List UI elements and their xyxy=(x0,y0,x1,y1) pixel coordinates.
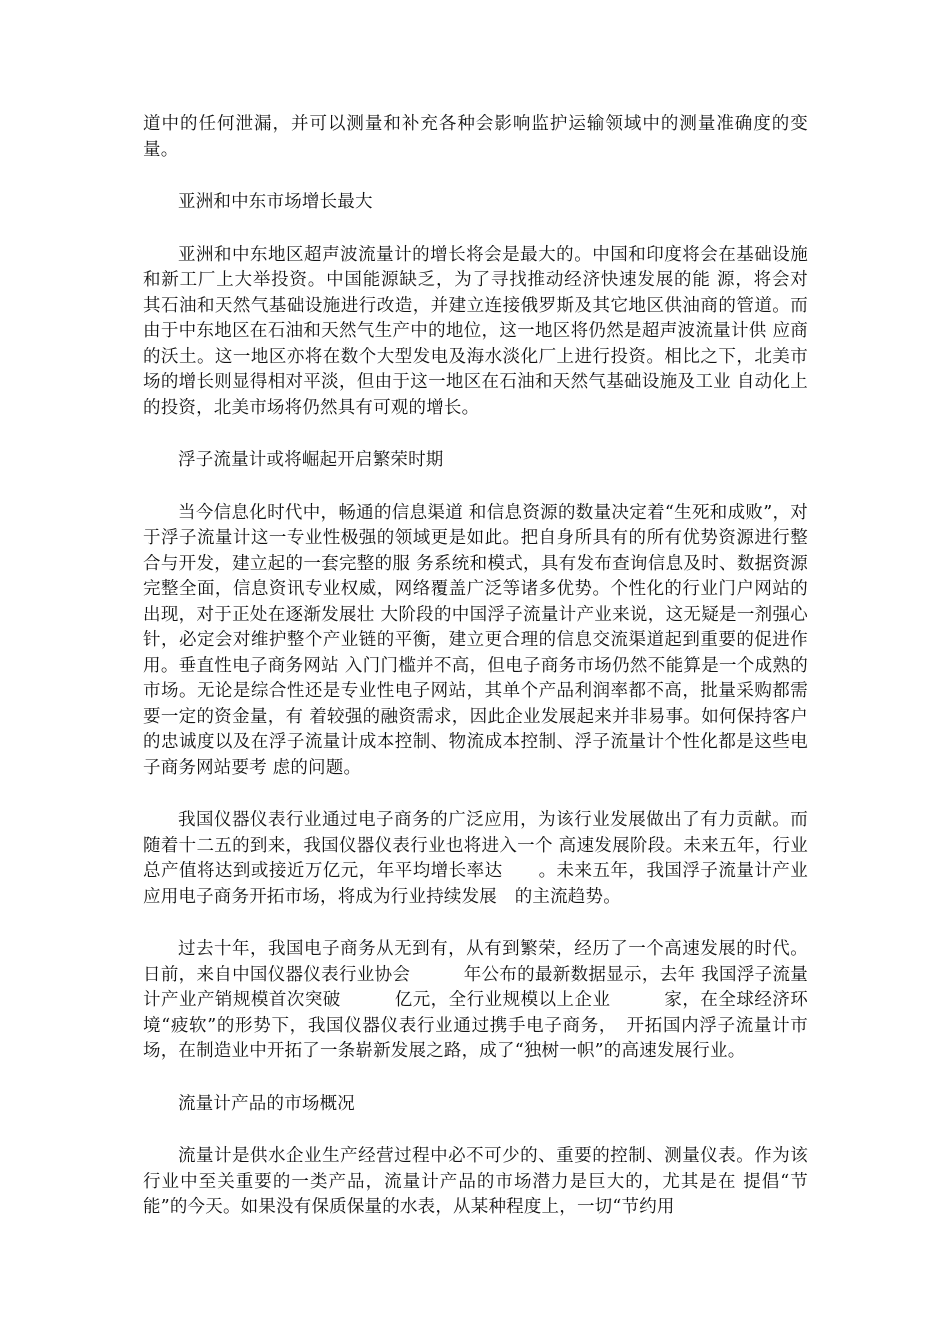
paragraph-information-age: 当今信息化时代中，畅通的信息渠道 和信息资源的数量决定着“生死和成败”，对于浮子流量计这一专业性极强的领域更是如此。把自身所具有的所有优势资源进行整合与开发，建立起的一套完整的服 务系统和模式，具有发布查询信息及时、数据资源完整全面，信息资讯专业权威，网络覆盖广泛等诸多优势。个性化的行业门户网站的出现，对于正处在逐渐发展壮 大阶段的中国浮子流量计产业来说，这无疑是一剂强心针，必定会对维护整个产业链的平衡，建立更合理的信息交流渠道起到重要的促进作用。垂直性电子商务网站 入门门槛并不高，但电子商务市场仍然不能算是一个成熟的市场。无论是综合性还是专业性电子网站，其单个产品利润率都不高，批量采购都需要一定的资金量，有 着较强的融资需求，因此企业发展起来并非易事。如何保持客户的忠诚度以及在浮子流量计成本控制、物流成本控制、浮子流量计个性化都是这些电子商务网站要考 虑的问题。 xyxy=(143,502,808,778)
section-heading-market-overview: 流量计产品的市场概况 xyxy=(178,1093,355,1114)
section-heading-float-flowmeter: 浮子流量计或将崛起开启繁荣时期 xyxy=(178,450,444,470)
paragraph-ultrasonic-growth: 亚洲和中东地区超声波流量计的增长将会是最大的。中国和印度将会在基础设施和新工厂上大举投资。中国能源缺乏，为了寻找推动经济快速发展的能 源，将会对 其石油和天然气基础设施进行改造，并建立连接俄罗斯及其它地区供油商的管道。而由于中东地区在石油和天然气生产中的地位，这一地区将仍然是超声波流量计供 应商的沃土。这一地区亦将在数个大型发电及海水淡化厂上进行投资。相比之下，北美市场的增长则显得相对平淡，但由于这一地区在石油和天然气基础设施及工业 自动化上的投资，北美市场将仍然具有可观的增长。 xyxy=(143,244,808,418)
section-heading-asia-middle-east: 亚洲和中东市场增长最大 xyxy=(178,192,373,212)
document-body xyxy=(143,112,808,1221)
paragraph-continued: 道中的任何泄漏，并可以测量和补充各种会影响监护运输领域中的测量准确度的变量。 xyxy=(143,114,808,160)
paragraph-flowmeter-products: 流量计是供水企业生产经营过程中必不可少的、重要的控制、测量仪表。作为该行业中至关重要的一类产品，流量计产品的市场潜力是巨大的，尤其是在 提倡“节 能”的今天。如果没有保质保量的水表，从某种程度上，一切“节约用 xyxy=(143,1146,808,1217)
paragraph-past-decade: 过去十年，我国电子商务从无到有，从有到繁荣，经历了一个高速发展的时代。日前，来自中国仪器仪表行业协会 年公布的最新数据显示，去年 我国浮子流量计产业产销规模首次突破 亿元，全行业规模以上企业 家，在全球经济环境“疲软”的形势下，我国仪器仪表行业通过携手电子商务， 开拓国内浮子流量计市场，在制造业中开拓了一条崭新发展之路，成了“独树一帜”的高速发展行业。 xyxy=(143,939,808,1061)
paragraph-instrument-industry: 我国仪器仪表行业通过电子商务的广泛应用，为该行业发展做出了有力贡献。而随着十二五的到来，我国仪器仪表行业也将进入一个 高速发展阶段。未来五年，行业总产值将达到或接近万亿元，年平均增长率达 。未来五年，我国浮子流量计产业应用电子商务开拓市场，将成为行业持续发展 的主流趋势。 xyxy=(143,810,808,907)
